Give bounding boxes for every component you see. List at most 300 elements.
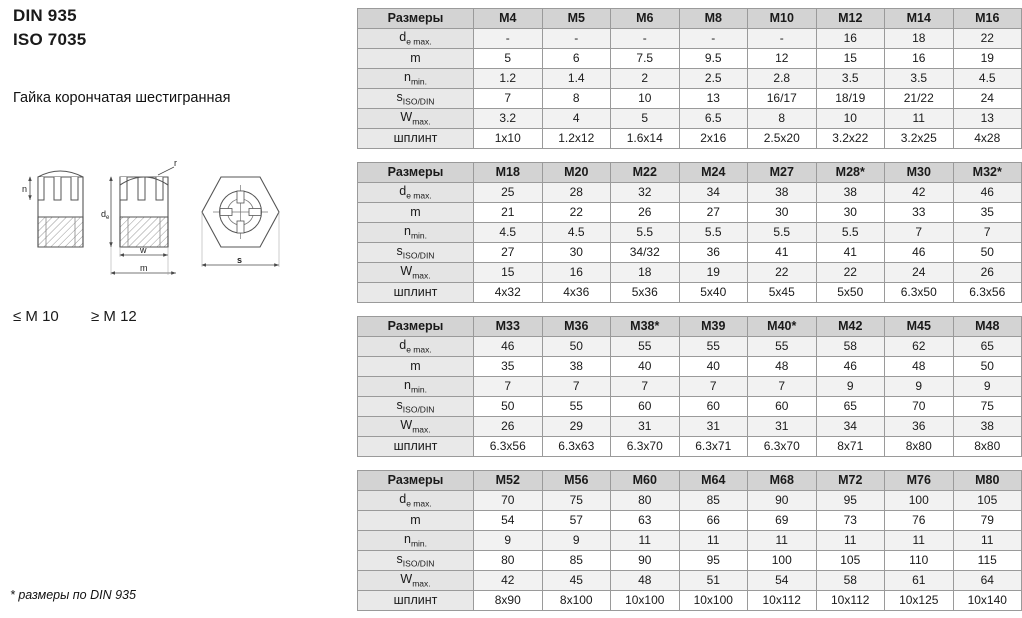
cell-de_max-M18: 25 xyxy=(474,183,543,203)
header-cell-thread-M64: M64 xyxy=(679,471,748,491)
left-info-column xyxy=(0,0,350,618)
cell-de_max-M33: 46 xyxy=(474,337,543,357)
cell-m-M64: 66 xyxy=(679,511,748,531)
cell-de_max-M80: 105 xyxy=(953,491,1022,511)
cell-shplint-M39: 6.3x71 xyxy=(679,437,748,457)
cell-de_max-M4: - xyxy=(474,29,543,49)
table-row xyxy=(358,29,1022,49)
cell-n_min-M16: 4.5 xyxy=(953,69,1022,89)
cell-n_min-M32-star: 7 xyxy=(953,223,1022,243)
cell-s_iso_din-M76: 110 xyxy=(885,551,954,571)
cell-m-M14: 16 xyxy=(885,49,954,69)
cell-n_min-M22: 5.5 xyxy=(611,223,680,243)
header-cell-thread-M68: M68 xyxy=(748,471,817,491)
cell-s_iso_din-M38-star: 60 xyxy=(611,397,680,417)
cell-m-M60: 63 xyxy=(611,511,680,531)
cell-w_max-M27: 22 xyxy=(748,263,817,283)
cell-de_max-M60: 80 xyxy=(611,491,680,511)
cell-m-M45: 48 xyxy=(885,357,954,377)
cell-w_max-M40-star: 31 xyxy=(748,417,817,437)
cell-n_min-M27: 5.5 xyxy=(748,223,817,243)
cell-m-M5: 6 xyxy=(542,49,611,69)
table-row xyxy=(358,551,1022,571)
header-cell-thread-M38-star: M38* xyxy=(611,317,680,337)
table-row xyxy=(358,243,1022,263)
cell-m-M8: 9.5 xyxy=(679,49,748,69)
cell-shplint-M64: 10x100 xyxy=(679,591,748,611)
header-cell-thread-M8: M8 xyxy=(679,9,748,29)
cell-m-M30: 33 xyxy=(885,203,954,223)
cell-s_iso_din-M36: 55 xyxy=(542,397,611,417)
cell-w_max-M42: 34 xyxy=(816,417,885,437)
cell-de_max-M6: - xyxy=(611,29,680,49)
cell-de_max-M68: 90 xyxy=(748,491,817,511)
dimension-label-m: m xyxy=(140,263,148,273)
table-row xyxy=(358,357,1022,377)
drawing-view-small-nut xyxy=(22,171,83,247)
header-cell-thread-M12: M12 xyxy=(816,9,885,29)
cell-s_iso_din-M60: 90 xyxy=(611,551,680,571)
cell-w_max-M56: 45 xyxy=(542,571,611,591)
cell-de_max-M56: 75 xyxy=(542,491,611,511)
cell-s_iso_din-M45: 70 xyxy=(885,397,954,417)
cell-shplint-M27: 5x45 xyxy=(748,283,817,303)
cell-shplint-M32-star: 6.3x56 xyxy=(953,283,1022,303)
row-label-m: m xyxy=(358,49,474,69)
row-label-de_max: $d_{e max.}$ xyxy=(358,491,474,511)
cell-shplint-M68: 10x112 xyxy=(748,591,817,611)
cell-m-M12: 15 xyxy=(816,49,885,69)
cell-m-M6: 7.5 xyxy=(611,49,680,69)
cell-s_iso_din-M8: 13 xyxy=(679,89,748,109)
row-label-shplint: шплинт xyxy=(358,437,474,457)
cell-de_max-M32-star: 46 xyxy=(953,183,1022,203)
cell-m-M72: 73 xyxy=(816,511,885,531)
cell-n_min-M42: 9 xyxy=(816,377,885,397)
cell-w_max-M33: 26 xyxy=(474,417,543,437)
table-row xyxy=(358,531,1022,551)
cell-m-M24: 27 xyxy=(679,203,748,223)
cell-w_max-M39: 31 xyxy=(679,417,748,437)
cell-de_max-M36: 50 xyxy=(542,337,611,357)
row-label-shplint: шплинт xyxy=(358,283,474,303)
cell-s_iso_din-M42: 65 xyxy=(816,397,885,417)
cell-w_max-M18: 15 xyxy=(474,263,543,283)
cell-w_max-M60: 48 xyxy=(611,571,680,591)
cell-n_min-M60: 11 xyxy=(611,531,680,551)
crown-nut-drawing-svg xyxy=(8,155,283,305)
cell-s_iso_din-M12: 18/19 xyxy=(816,89,885,109)
table-row xyxy=(358,223,1022,243)
cell-n_min-M5: 1.4 xyxy=(542,69,611,89)
row-label-m: m xyxy=(358,511,474,531)
cell-de_max-M14: 18 xyxy=(885,29,954,49)
cell-de_max-M12: 16 xyxy=(816,29,885,49)
cell-de_max-M42: 58 xyxy=(816,337,885,357)
row-label-s_iso_din: $s_{ISO/DIN}$ xyxy=(358,551,474,571)
row-label-w_max: $W_{max.}$ xyxy=(358,263,474,283)
cell-n_min-M36: 7 xyxy=(542,377,611,397)
cell-w_max-M6: 5 xyxy=(611,109,680,129)
spec-table-3 xyxy=(357,316,1022,457)
cell-w_max-M16: 13 xyxy=(953,109,1022,129)
cell-de_max-M20: 28 xyxy=(542,183,611,203)
part-name-label: Гайка корончатая шестигранная xyxy=(13,90,231,106)
table-row xyxy=(358,337,1022,357)
cell-shplint-M48: 8x80 xyxy=(953,437,1022,457)
header-cell-sizes: Размеры xyxy=(358,317,474,337)
cell-w_max-M52: 42 xyxy=(474,571,543,591)
cell-shplint-M56: 8x100 xyxy=(542,591,611,611)
row-label-n_min: $n_{min.}$ xyxy=(358,531,474,551)
cell-shplint-M80: 10x140 xyxy=(953,591,1022,611)
cell-n_min-M72: 11 xyxy=(816,531,885,551)
spec-table-1 xyxy=(357,8,1022,149)
cell-m-M10: 12 xyxy=(748,49,817,69)
cell-s_iso_din-M22: 34/32 xyxy=(611,243,680,263)
cell-n_min-M12: 3.5 xyxy=(816,69,885,89)
cell-m-M76: 76 xyxy=(885,511,954,531)
cell-w_max-M38-star: 31 xyxy=(611,417,680,437)
header-cell-thread-M39: M39 xyxy=(679,317,748,337)
row-label-m: m xyxy=(358,203,474,223)
header-cell-thread-M22: M22 xyxy=(611,163,680,183)
table-header-row xyxy=(358,163,1022,183)
cell-shplint-M72: 10x112 xyxy=(816,591,885,611)
table-row xyxy=(358,417,1022,437)
cell-s_iso_din-M48: 75 xyxy=(953,397,1022,417)
cell-s_iso_din-M14: 21/22 xyxy=(885,89,954,109)
cell-de_max-M30: 42 xyxy=(885,183,954,203)
header-cell-thread-M42: M42 xyxy=(816,317,885,337)
cell-shplint-M76: 10x125 xyxy=(885,591,954,611)
header-cell-thread-M32-star: M32* xyxy=(953,163,1022,183)
cell-shplint-M42: 8x71 xyxy=(816,437,885,457)
cell-shplint-M8: 2x16 xyxy=(679,129,748,149)
cell-n_min-M45: 9 xyxy=(885,377,954,397)
header-cell-thread-M5: M5 xyxy=(542,9,611,29)
cell-s_iso_din-M32-star: 50 xyxy=(953,243,1022,263)
cell-shplint-M38-star: 6.3x70 xyxy=(611,437,680,457)
row-label-de_max: $d_{e max.}$ xyxy=(358,183,474,203)
table-row xyxy=(358,591,1022,611)
cell-shplint-M5: 1.2x12 xyxy=(542,129,611,149)
cell-n_min-M48: 9 xyxy=(953,377,1022,397)
cell-m-M56: 57 xyxy=(542,511,611,531)
row-label-n_min: $n_{min.}$ xyxy=(358,223,474,243)
row-label-n_min: $n_{min.}$ xyxy=(358,69,474,89)
table-row xyxy=(358,437,1022,457)
cell-de_max-M38-star: 55 xyxy=(611,337,680,357)
cell-s_iso_din-M18: 27 xyxy=(474,243,543,263)
cell-shplint-M18: 4x32 xyxy=(474,283,543,303)
cell-shplint-M6: 1.6x14 xyxy=(611,129,680,149)
cell-n_min-M28-star: 5.5 xyxy=(816,223,885,243)
cell-m-M68: 69 xyxy=(748,511,817,531)
cell-m-M18: 21 xyxy=(474,203,543,223)
header-cell-sizes: Размеры xyxy=(358,9,474,29)
header-cell-thread-M30: M30 xyxy=(885,163,954,183)
cell-w_max-M80: 64 xyxy=(953,571,1022,591)
dimension-label-r: r xyxy=(174,158,177,168)
range-label-small: ≤ M 10 xyxy=(13,308,59,325)
cell-m-M20: 22 xyxy=(542,203,611,223)
footnote-text: * размеры по DIN 935 xyxy=(10,588,136,602)
spec-table-4 xyxy=(357,470,1022,611)
cell-shplint-M4: 1x10 xyxy=(474,129,543,149)
range-label-large: ≥ M 12 xyxy=(91,308,137,325)
header-cell-sizes: Размеры xyxy=(358,163,474,183)
cell-w_max-M76: 61 xyxy=(885,571,954,591)
cell-de_max-M22: 32 xyxy=(611,183,680,203)
cell-s_iso_din-M16: 24 xyxy=(953,89,1022,109)
cell-n_min-M52: 9 xyxy=(474,531,543,551)
header-cell-thread-M80: M80 xyxy=(953,471,1022,491)
cell-de_max-M16: 22 xyxy=(953,29,1022,49)
cell-s_iso_din-M5: 8 xyxy=(542,89,611,109)
cell-n_min-M76: 11 xyxy=(885,531,954,551)
cell-w_max-M45: 36 xyxy=(885,417,954,437)
cell-w_max-M68: 54 xyxy=(748,571,817,591)
cell-m-M16: 19 xyxy=(953,49,1022,69)
cell-w_max-M72: 58 xyxy=(816,571,885,591)
row-label-shplint: шплинт xyxy=(358,129,474,149)
table-header-row xyxy=(358,317,1022,337)
cell-s_iso_din-M64: 95 xyxy=(679,551,748,571)
cell-shplint-M28-star: 5x50 xyxy=(816,283,885,303)
header-cell-thread-M20: M20 xyxy=(542,163,611,183)
cell-n_min-M64: 11 xyxy=(679,531,748,551)
cell-s_iso_din-M33: 50 xyxy=(474,397,543,417)
cell-m-M80: 79 xyxy=(953,511,1022,531)
table-row xyxy=(358,377,1022,397)
cell-s_iso_din-M56: 85 xyxy=(542,551,611,571)
cell-n_min-M18: 4.5 xyxy=(474,223,543,243)
cell-shplint-M16: 4x28 xyxy=(953,129,1022,149)
cell-shplint-M36: 6.3x63 xyxy=(542,437,611,457)
cell-shplint-M30: 6.3x50 xyxy=(885,283,954,303)
row-label-s_iso_din: $s_{ISO/DIN}$ xyxy=(358,89,474,109)
cell-s_iso_din-M72: 105 xyxy=(816,551,885,571)
header-cell-thread-M18: M18 xyxy=(474,163,543,183)
cell-shplint-M33: 6.3x56 xyxy=(474,437,543,457)
cell-de_max-M8: - xyxy=(679,29,748,49)
dimension-label-de: $d_e$ xyxy=(101,209,110,221)
dimension-label-w: w xyxy=(140,245,147,255)
header-cell-thread-M24: M24 xyxy=(679,163,748,183)
cell-de_max-M5: - xyxy=(542,29,611,49)
table-row xyxy=(358,283,1022,303)
spec-table-wrap-2 xyxy=(357,162,1006,303)
header-cell-thread-M72: M72 xyxy=(816,471,885,491)
row-label-m: m xyxy=(358,357,474,377)
spec-table-2 xyxy=(357,162,1022,303)
cell-n_min-M6: 2 xyxy=(611,69,680,89)
table-row xyxy=(358,129,1022,149)
cell-s_iso_din-M30: 46 xyxy=(885,243,954,263)
cell-de_max-M48: 65 xyxy=(953,337,1022,357)
cell-s_iso_din-M39: 60 xyxy=(679,397,748,417)
drawing-view-large-nut xyxy=(101,158,177,275)
cell-s_iso_din-M24: 36 xyxy=(679,243,748,263)
cell-de_max-M64: 85 xyxy=(679,491,748,511)
cell-w_max-M30: 24 xyxy=(885,263,954,283)
cell-shplint-M14: 3.2x25 xyxy=(885,129,954,149)
cell-m-M33: 35 xyxy=(474,357,543,377)
cell-shplint-M10: 2.5x20 xyxy=(748,129,817,149)
header-cell-thread-M27: M27 xyxy=(748,163,817,183)
row-label-w_max: $W_{max.}$ xyxy=(358,109,474,129)
table-row xyxy=(358,69,1022,89)
table-row xyxy=(358,491,1022,511)
cell-de_max-M72: 95 xyxy=(816,491,885,511)
cell-n_min-M14: 3.5 xyxy=(885,69,954,89)
cell-n_min-M38-star: 7 xyxy=(611,377,680,397)
row-label-w_max: $W_{max.}$ xyxy=(358,417,474,437)
cell-de_max-M40-star: 55 xyxy=(748,337,817,357)
header-cell-thread-M10: M10 xyxy=(748,9,817,29)
table-row xyxy=(358,49,1022,69)
cell-w_max-M24: 19 xyxy=(679,263,748,283)
cell-w_max-M48: 38 xyxy=(953,417,1022,437)
row-label-de_max: $d_{e max.}$ xyxy=(358,29,474,49)
cell-n_min-M10: 2.8 xyxy=(748,69,817,89)
row-label-shplint: шплинт xyxy=(358,591,474,611)
cell-m-M27: 30 xyxy=(748,203,817,223)
header-cell-thread-M16: M16 xyxy=(953,9,1022,29)
spec-table-wrap-3 xyxy=(357,316,1001,457)
cell-w_max-M4: 3.2 xyxy=(474,109,543,129)
cell-n_min-M33: 7 xyxy=(474,377,543,397)
cell-m-M40-star: 48 xyxy=(748,357,817,377)
cell-de_max-M39: 55 xyxy=(679,337,748,357)
dimension-label-n: n xyxy=(22,184,28,194)
row-label-de_max: $d_{e max.}$ xyxy=(358,337,474,357)
header-cell-thread-M28-star: M28* xyxy=(816,163,885,183)
cell-shplint-M22: 5x36 xyxy=(611,283,680,303)
cell-m-M48: 50 xyxy=(953,357,1022,377)
cell-s_iso_din-M52: 80 xyxy=(474,551,543,571)
cell-w_max-M20: 16 xyxy=(542,263,611,283)
cell-de_max-M45: 62 xyxy=(885,337,954,357)
standard-title-din: DIN 935 xyxy=(13,6,77,25)
cell-shplint-M60: 10x100 xyxy=(611,591,680,611)
cell-n_min-M4: 1.2 xyxy=(474,69,543,89)
cell-w_max-M10: 8 xyxy=(748,109,817,129)
cell-n_min-M39: 7 xyxy=(679,377,748,397)
cell-w_max-M5: 4 xyxy=(542,109,611,129)
cell-shplint-M40-star: 6.3x70 xyxy=(748,437,817,457)
cell-w_max-M14: 11 xyxy=(885,109,954,129)
spec-table-wrap-4 xyxy=(357,470,1007,611)
table-row xyxy=(358,109,1022,129)
cell-m-M28-star: 30 xyxy=(816,203,885,223)
cell-n_min-M20: 4.5 xyxy=(542,223,611,243)
cell-n_min-M24: 5.5 xyxy=(679,223,748,243)
cell-w_max-M22: 18 xyxy=(611,263,680,283)
header-cell-thread-M48: M48 xyxy=(953,317,1022,337)
drawing-view-hex-top xyxy=(202,177,279,267)
cell-w_max-M32-star: 26 xyxy=(953,263,1022,283)
cell-de_max-M76: 100 xyxy=(885,491,954,511)
header-cell-thread-M14: M14 xyxy=(885,9,954,29)
header-cell-thread-M40-star: M40* xyxy=(748,317,817,337)
cell-de_max-M28-star: 38 xyxy=(816,183,885,203)
cell-m-M4: 5 xyxy=(474,49,543,69)
header-cell-thread-M45: M45 xyxy=(885,317,954,337)
cell-s_iso_din-M6: 10 xyxy=(611,89,680,109)
header-cell-thread-M52: M52 xyxy=(474,471,543,491)
cell-w_max-M28-star: 22 xyxy=(816,263,885,283)
table-row xyxy=(358,263,1022,283)
table-row xyxy=(358,183,1022,203)
row-label-s_iso_din: $s_{ISO/DIN}$ xyxy=(358,243,474,263)
table-header-row xyxy=(358,9,1022,29)
header-cell-thread-M76: M76 xyxy=(885,471,954,491)
cell-m-M52: 54 xyxy=(474,511,543,531)
cell-s_iso_din-M68: 100 xyxy=(748,551,817,571)
cell-m-M36: 38 xyxy=(542,357,611,377)
header-cell-thread-M4: M4 xyxy=(474,9,543,29)
cell-de_max-M27: 38 xyxy=(748,183,817,203)
table-row xyxy=(358,397,1022,417)
cell-shplint-M45: 8x80 xyxy=(885,437,954,457)
cell-shplint-M52: 8x90 xyxy=(474,591,543,611)
row-label-w_max: $W_{max.}$ xyxy=(358,571,474,591)
header-cell-thread-M36: M36 xyxy=(542,317,611,337)
cell-n_min-M8: 2.5 xyxy=(679,69,748,89)
table-row xyxy=(358,89,1022,109)
cell-m-M39: 40 xyxy=(679,357,748,377)
cell-m-M42: 46 xyxy=(816,357,885,377)
cell-s_iso_din-M4: 7 xyxy=(474,89,543,109)
cell-w_max-M64: 51 xyxy=(679,571,748,591)
cell-s_iso_din-M28-star: 41 xyxy=(816,243,885,263)
cell-n_min-M80: 11 xyxy=(953,531,1022,551)
cell-n_min-M68: 11 xyxy=(748,531,817,551)
cell-s_iso_din-M40-star: 60 xyxy=(748,397,817,417)
cell-s_iso_din-M10: 16/17 xyxy=(748,89,817,109)
cell-w_max-M8: 6.5 xyxy=(679,109,748,129)
standard-title-iso: ISO 7035 xyxy=(13,30,87,49)
header-cell-thread-M56: M56 xyxy=(542,471,611,491)
cell-w_max-M12: 10 xyxy=(816,109,885,129)
table-row xyxy=(358,511,1022,531)
cell-n_min-M40-star: 7 xyxy=(748,377,817,397)
cell-de_max-M24: 34 xyxy=(679,183,748,203)
table-row xyxy=(358,571,1022,591)
table-header-row xyxy=(358,471,1022,491)
spec-table-wrap-1 xyxy=(357,8,1001,149)
header-cell-thread-M60: M60 xyxy=(611,471,680,491)
cell-w_max-M36: 29 xyxy=(542,417,611,437)
cell-shplint-M20: 4x36 xyxy=(542,283,611,303)
table-row xyxy=(358,203,1022,223)
technical-drawing xyxy=(8,155,283,305)
cell-m-M22: 26 xyxy=(611,203,680,223)
header-cell-thread-M33: M33 xyxy=(474,317,543,337)
cell-de_max-M10: - xyxy=(748,29,817,49)
cell-s_iso_din-M20: 30 xyxy=(542,243,611,263)
cell-m-M32-star: 35 xyxy=(953,203,1022,223)
cell-n_min-M30: 7 xyxy=(885,223,954,243)
header-cell-thread-M6: M6 xyxy=(611,9,680,29)
row-label-n_min: $n_{min.}$ xyxy=(358,377,474,397)
cell-shplint-M24: 5x40 xyxy=(679,283,748,303)
cell-n_min-M56: 9 xyxy=(542,531,611,551)
header-cell-sizes: Размеры xyxy=(358,471,474,491)
cell-de_max-M52: 70 xyxy=(474,491,543,511)
